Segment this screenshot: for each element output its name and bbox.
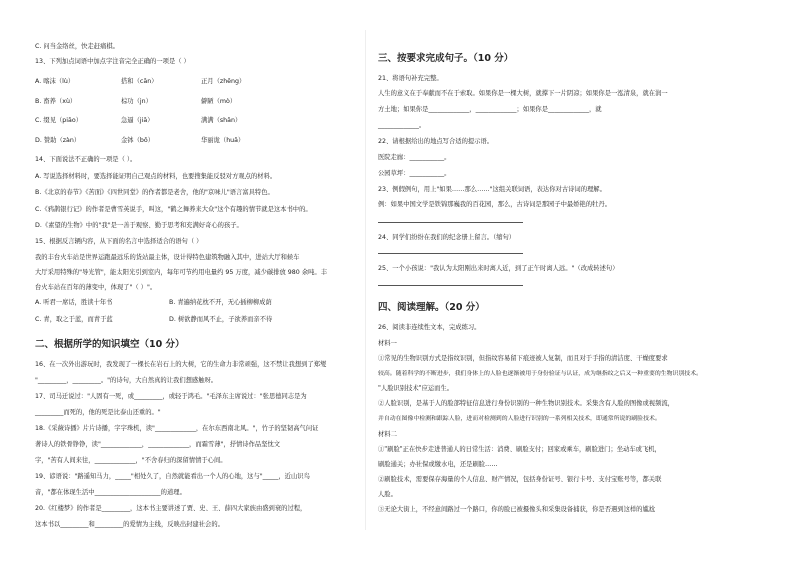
material-2-line: 刷脸通关；办社保或缴水电，还是刷脸…… xyxy=(378,461,498,468)
q16-line: 16、在一次外出游玩时，我发现了一棵长在岩石上的大树，它的生命力非常顽强，这不禁让我想到了郑燮 xyxy=(35,361,327,368)
column-divider xyxy=(365,30,366,530)
q24-stem: 24、同学们纷纷在我们的纪念册上留言。（缩句） xyxy=(378,234,516,241)
q15-passage-line: 台火车站在百年的薄变中，体现了"（ ）"。 xyxy=(35,284,157,291)
q13-option: 正月（zhēng） xyxy=(201,78,246,85)
q13-option: 急逼（jiā） xyxy=(121,117,154,124)
section-3-heading: 三、按要求完成句子。（10 分） xyxy=(378,53,514,64)
q14-stem: 14、下面说法不正确的一项是（ ）。 xyxy=(35,156,137,163)
q18-line: 字，"苦有人间来往，_____________，"不舍春归的深留情情于心间。 xyxy=(35,457,227,464)
q20-line: 20.《红楼梦》的作者是_________，这本书主要讲述了贾、史、王、薛四大家族由盛到衰的过程， xyxy=(35,505,307,512)
q13-option: A. 喀沫（lù） xyxy=(35,78,75,85)
q25-stem: 25、一个小孩说："我认为太阳刚出来时离人近，到了正午时离人远。"（改成转述句） xyxy=(378,265,619,272)
material-2-line: ①"刷脸"正在快步走进普通人的日常生活：消费、刷脸支付；回家或乘车，刷脸进门；坐动车或飞机， xyxy=(378,446,661,453)
material-1-line: ①常见的生物识别方式是指纹识别，但指纹容易留下痕迹被人复制，而且对于手指的清洁度、干燥度要求 xyxy=(378,355,668,362)
material-1-label: 材料一 xyxy=(378,340,397,347)
q24-answer-line[interactable] xyxy=(378,253,523,254)
section-4-heading: 四、阅读理解。（20 分） xyxy=(378,302,485,313)
q13-option: 僻陋（mò） xyxy=(201,98,237,105)
q22-line: 医院走廊：___________。 xyxy=(378,154,451,161)
material-1-line: 较高。随着科学的不断进步，我们身体上的人脸也逐渐被用于身份验证与认证，成为继指纹之后又一种重要的生物识别技术。 xyxy=(378,371,702,377)
q18-line: 著诗人的铁骨铮铮，读"_____________，_____________，而霜雪薄"，抒情诗作品坚忱文 xyxy=(35,441,281,448)
material-2-label: 材料二 xyxy=(378,431,397,438)
material-2-line: ②刷脸技术，需要保存海量的个人信息、财产情况，包括身份证号、银行卡号、支付宝账号等，都关联 xyxy=(378,476,662,483)
q26-stem: 26、阅读非连续性文本，完成练习。 xyxy=(378,324,481,331)
q13-option: B. 畜养（xù） xyxy=(35,98,77,105)
q12-option-c: C. 问当金络丝，快走赶痛棋。 xyxy=(35,43,119,50)
q23-answer-line[interactable] xyxy=(378,222,523,223)
q13-option-row xyxy=(35,137,244,145)
material-1-line: "人脸识别技术"应运而生。 xyxy=(378,385,454,392)
q13-option-row xyxy=(35,117,241,125)
q13-stem: 13、下列加点词语中加点字注音完全正确的一项是（ ） xyxy=(35,58,190,65)
q13-option: 金钵（bō） xyxy=(121,137,155,144)
q13-option: 搭和（cān） xyxy=(121,78,158,85)
q21-line: 方土地；如果你是_____________，_____________；如果你是_____________，就 xyxy=(378,106,602,113)
section-2-heading: 二、根据所学的知识填空（10 分） xyxy=(35,339,185,350)
material-2-line: ③无论大街上，不经意间路过一个路口，你的脸已被摄像头和采集设备捕获，你是否遇到这样的尴尬 xyxy=(378,506,656,513)
q17-line: _________而死的，他的死是比泰山还重的。" xyxy=(35,409,161,416)
q13-option: 华丽诡（huā） xyxy=(201,137,245,144)
q14-option-d: D.《素望的生物》中的"我"是一善于观察、勤于思考和充满好奇心的孩子。 xyxy=(35,222,243,229)
q13-option-row xyxy=(35,78,245,86)
q15-option-row xyxy=(35,299,272,307)
q13-option: 满满（shān） xyxy=(201,117,242,124)
q13-option: C. 缀见（piāo） xyxy=(35,117,83,124)
q16-line: "_________，_________。"的诗句，大自然真的让我们想感触呀。 xyxy=(35,377,218,384)
q15-passage-line: 大厅采用特殊的"导光管"，能太阳光引到室内，每年可节约用电量约 95 万度，减少碳排放 980 余吨。丰 xyxy=(35,269,328,276)
q15-option: B. 青遍纳花枕不开，无心插柳柳成荫 xyxy=(169,299,272,306)
material-2-line: 人脸。 xyxy=(378,491,397,498)
q21-stem: 21、将语句补充完整。 xyxy=(378,75,443,82)
q20-line: 这本书以_________和_________的爱情为主线，反映出封建社会的。 xyxy=(35,521,224,528)
q13-option-row xyxy=(35,98,236,106)
q13-option: 棕功（jn） xyxy=(121,98,152,105)
material-1-line: ②人脸识别，是基于人的脸部特征信息进行身份识别的一种生物识别技术。采集含有人脸的图像或视频流， xyxy=(378,400,674,407)
q22-line: 公园草坪：___________。 xyxy=(378,170,451,177)
q19-line: 音，"都在体现生活中_____________________的道理。 xyxy=(35,489,186,496)
q23-stem: 23、例假例句，用上"如果……那么……"这组关联词语，表达你对古诗词的理解。 xyxy=(378,186,606,193)
q15-option: A. 听君一席话，胜读十年书 xyxy=(35,299,113,306)
q15-option-row xyxy=(35,316,272,324)
q14-option-c: C.《鸦鹊银行记》的作者是曹雪英说手，叫这，"鹤之舞养来大众"这个有趣的情节就是这本书中的。 xyxy=(35,206,312,213)
q23-example: 例：如果中国文学是铁锦那巍我的百花园，那么，古诗词是那园子中最娇艳的牡丹。 xyxy=(378,201,611,208)
q13-option: D. 赞助（zàn） xyxy=(35,137,81,144)
q25-answer-line[interactable] xyxy=(378,285,523,286)
q21-line: 人生的意义在于奉献而不在于索取。如果你是一棵大树，就撑下一片阴凉；如果你是一泓清泉，就在润一 xyxy=(378,90,668,97)
q22-stem: 22、请根据给出的地点写合适的提示语。 xyxy=(378,138,494,145)
q14-option-b: B.《北京的春节》《苦面》《四世同堂》的作者都是老舍，他的"京味儿"语言富具特色。 xyxy=(35,189,274,196)
q18-line: 18.《采薇诗播》片片诗播，字字珠机，读"_____________，在尔东西南北风。"，竹子的坚韧高气问证 xyxy=(35,425,319,432)
q15-option: C. 青，取之于蓝，而青于蓝 xyxy=(35,316,113,323)
q19-line: 19、谚语说："路遥知马力，_____"相处久了，自然就能看出一个人的心地，这与"_____，近山识鸟 xyxy=(35,473,310,480)
q17-line: 17、司马迁说过："人固有一死，或_________，或轻于鸿毛。"毛泽东主席说过："张思德同志是为 xyxy=(35,393,307,400)
q21-line: _____________。 xyxy=(378,122,426,129)
q15-option: D. 树欲静而风不止，子欲养而亲不待 xyxy=(169,316,273,323)
material-1-line: 并自动在图像中检测和跟踪人脸，进而对检测到的人脸进行识别的一系列相关技术，即通常所说的刷脸技术。 xyxy=(378,416,661,422)
q15-stem: 15、根据反言辆内容，从下面的名言中选择适合的语句（ ） xyxy=(35,238,203,245)
q14-option-a: A. 写说选择材料时，要选择能证明自己观点的材料，也要搜集能反驳对方观点的材料。 xyxy=(35,173,277,180)
q15-passage-line: 我的丰台火车站是世界运跑最远乐的货站最主体，设计得特色建筑物融入其中，进站大厅和候车 xyxy=(35,254,300,261)
